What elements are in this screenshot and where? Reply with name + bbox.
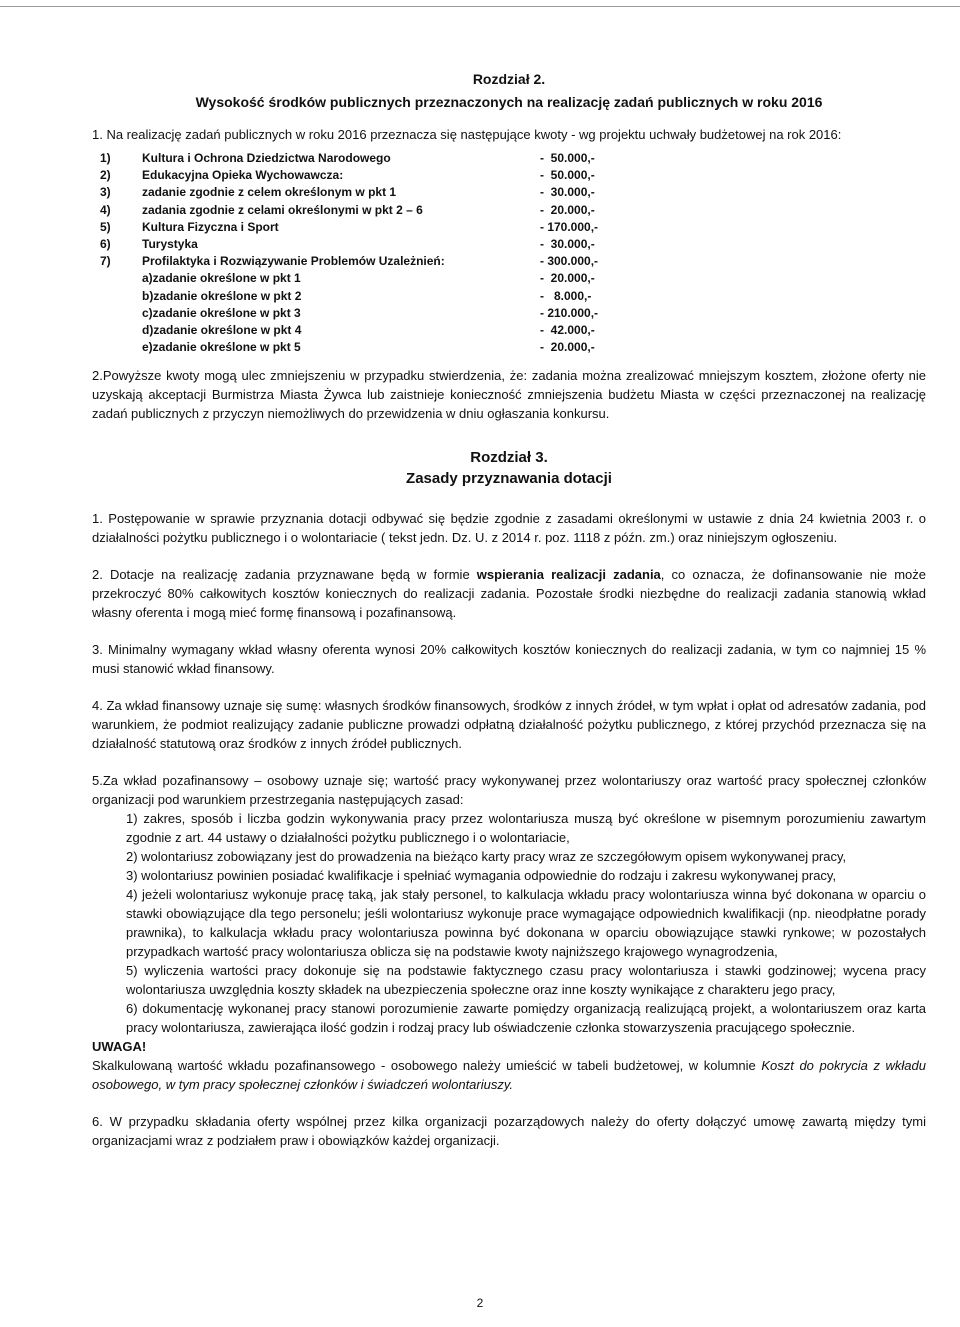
chapter2-title: Rozdział 2. [472,71,546,87]
budget-row-label: Kultura i Ochrona Dziedzictwa Narodowego [142,151,391,165]
budget-row-amount: - 50.000,- [540,151,595,165]
budget-row-label: Turystyka [142,236,198,251]
budget-row-amount: - 50.000,- [540,168,595,183]
budget-row [100,339,620,356]
paragraph-2-end: , co oznacza, że dofinansowanie nie może przekroczyć 80% całkowitych kosztów koniecznych do realizacji zadania. Pozostałe środki niezbędne do realizacji zadania stanowią wkład własny oferenta i mogą mieć formę finansową i pozafinansową. [92,567,926,621]
budget-row-amount: - 8.000,- [540,288,592,303]
volunteer-rule-item: 2) wolontariusz zobowiązany jest do prowadzenia na bieżąco karty pracy wraz ze szczegółowym opisem wykonywanej pracy, [126,849,847,865]
budget-row-number [100,322,142,339]
budget-row-amount: - 20.000,- [540,340,595,355]
budget-row-label: Profilaktyka i Rozwiązywanie Problemów Uzależnień: [142,254,445,269]
budget-row [100,270,620,287]
budget-row [100,184,620,201]
budget-row [100,236,620,253]
budget-row-amount: - 42.000,- [540,322,595,337]
chapter3-paragraph-4: 4. Za wkład finansowy uznaje się sumę: własnych środków finansowych, środków z innych źródeł, w tym wpłat i opłat od adresatów zadania, pod warunkiem, że podmiot realizujący zadanie publiczne prowadzi odpłatną działalność pożytku publicznego, z której przychód przeznacza się na działalność statutową oraz środków z innych źródeł publicznych. [92,698,926,752]
budget-row [100,288,620,305]
budget-row-amount: - 170.000,- [540,219,599,234]
budget-row-amount: - 20.000,- [540,202,595,217]
budget-row-label: Kultura Fizyczna i Sport [142,219,279,234]
budget-row-number [100,339,142,356]
budget-row-number: 7) [100,254,111,269]
chapter2-subtitle: Wysokość środków publicznych przeznaczonych na realizację zadań publicznych w roku 2016 [195,94,823,110]
paragraph-2-emphasis: wspierania realizacji zadania [476,567,661,583]
warning-title: UWAGA! [92,1039,147,1055]
volunteer-rule-item: 4) jeżeli wolontariusz wykonuje pracę taką, jak stały personel, to kalkulacja wkładu pracy wolontariusza winna być dokonana w oparciu o stawki obowiązujące dla tego personelu; jeśli wolontariusz wykonuje prace wymagające odpowiednich kwalifikacji (np. nieodpłatne porady prawnika), to kalkulacja wkładu pracy wolontariusza powinna być dokonana w oparciu obowiązujące stawki rynkowe; w pozostałych przypadkach wartość pracy wolontariusza oblicza się na podstawie kwoty najniższego krajowego wynagrodzenia, [126,887,926,960]
budget-row-amount: - 30.000,- [540,236,595,251]
budget-row-amount: - 30.000,- [540,185,595,200]
chapter3-paragraph-5: 5.Za wkład pozafinansowy – osobowy uznaje się; wartość pracy wykonywanej przez wolontariuszy oraz wartość pracy społecznej członków organizacji pod warunkiem przestrzegania następujących zasad: [92,773,926,808]
volunteer-rule-item: 5) wyliczenia wartości pracy dokonuje się na podstawie faktycznego czasu pracy wolontariusza i stawki godzinowej; wycena pracy wolontariusza uwzględnia koszty składek na ubezpieczenia społeczne oraz inne koszty wynikające z charakteru jego pracy, [126,963,926,998]
chapter3-paragraph-2 [92,565,926,622]
budget-row-number: 5) [100,219,111,234]
warning-text-column-name: Koszt do pokrycia z wkładu osobowego, w tym pracy społecznej członków i świadczeń wolontariuszy. [92,1058,927,1093]
volunteer-rule-item: 1) zakres, sposób i liczba godzin wykonywania pracy przez wolontariusza muszą być określone w pisemnym porozumieniu zawartym zgodnie z art. 44 ustawy o działalności pożytku publicznego i o wolontariacie, [126,811,926,846]
warning-text-start: Skalkulowaną wartość wkładu pozafinansowego - osobowego należy umieścić w tabeli budżetowej, w kolumnie [92,1058,762,1074]
budget-row [100,322,620,339]
budget-row-label: a)zadanie określone w pkt 1 [142,271,301,286]
budget-row-amount: - 210.000,- [540,305,599,320]
budget-row-number [100,305,142,322]
chapter3-title: Rozdział 3. [470,449,548,467]
budget-row-label: e)zadanie określone w pkt 5 [142,340,301,355]
budget-row-number: 2) [100,168,111,183]
budget-row [100,305,620,322]
volunteer-rule-item: 6) dokumentację wykonanej pracy stanowi porozumienie zawarte pomiędzy organizacją realizującą projekt, a wolontariuszem oraz karta pracy wolontariusza, zawierająca ilość godzin i rodzaj pracy lub oświadczenie członka stowarzyszenia pracującego społecznie. [126,1001,926,1036]
volunteer-rules-list [126,809,926,1037]
budget-row [100,167,620,184]
page-number: 2 [476,1296,484,1310]
chapter3-subtitle: Zasady przyznawania dotacji [406,470,612,488]
budget-row-number: 6) [100,236,111,251]
chapter3-paragraph-1: 1. Postępowanie w sprawie przyznania dotacji odbywać się będzie zgodnie z zasadami określonymi w ustawie z dnia 24 kwietnia 2003 r. o działalności pożytku publicznego i o wolontariacie ( tekst jedn. Dz. U. z 2014 r. poz. 1118 z późn. zm.) oraz niniejszym ogłoszeniu. [92,511,926,546]
paragraph-2-start: 2. Dotacje na realizację zadania przyznawane będą w formie [92,567,477,583]
budget-row-label: c)zadanie określone w pkt 3 [142,305,301,320]
budget-row-number [100,270,142,287]
budget-row [100,253,620,270]
budget-row-number: 1) [100,151,111,165]
budget-row-number [100,288,142,305]
budget-row-number: 4) [100,202,111,217]
budget-row [100,150,620,167]
budget-row-amount: - 20.000,- [540,271,595,286]
volunteer-rule-item: 3) wolontariusz powinien posiadać kwalifikacje i spełniać wymagania odpowiednie do rodzaju i zakresu wykonywanej pracy, [126,868,837,884]
budget-row-label: Edukacyjna Opieka Wychowawcza: [142,168,344,183]
section1-intro: 1. Na realizację zadań publicznych w roku 2016 przeznacza się następujące kwoty - wg projektu uchwały budżetowej na rok 2016: [92,127,842,142]
budget-list [100,150,620,356]
chapter3-paragraph-3: 3. Minimalny wymagany wkład własny oferenta wynosi 20% całkowitych kosztów koniecznych do realizacji zadania, w tym co najmniej 15 % musi stanowić wkład finansowy. [92,642,926,677]
warning-text [92,1056,926,1094]
budget-row-label: zadanie zgodnie z celem określonym w pkt 1 [142,185,397,200]
budget-row-number: 3) [100,185,111,200]
budget-row-label: zadania zgodnie z celami określonymi w pkt 2 – 6 [142,202,423,217]
top-rule [0,6,960,7]
document-page [92,70,926,1150]
budget-row [100,202,620,219]
section2-text: 2.Powyższe kwoty mogą ulec zmniejszeniu w przypadku stwierdzenia, że: zadania można zrealizować mniejszym kosztem, złożone oferty nie uzyskają akceptacji Burmistrza Miasta Żywca lub zaistnieje konieczność zmniejszenia budżetu Miasta w części przeznaczonej na realizację zadań publicznych z przyczyn niemożliwych do przewidzenia w dniu ogłaszania konkursu. [92,368,926,422]
chapter3-paragraph-6: 6. W przypadku składania oferty wspólnej przez kilka organizacji pozarządowych należy do oferty dołączyć umowę zawartą między tymi organizacjami wraz z podziałem praw i obowiązków każdej organizacji. [92,1114,926,1149]
budget-row-label: d)zadanie określone w pkt 4 [142,322,302,337]
budget-row-amount: - 300.000,- [540,254,599,269]
budget-row [100,219,620,236]
budget-row-label: b)zadanie określone w pkt 2 [142,288,302,303]
